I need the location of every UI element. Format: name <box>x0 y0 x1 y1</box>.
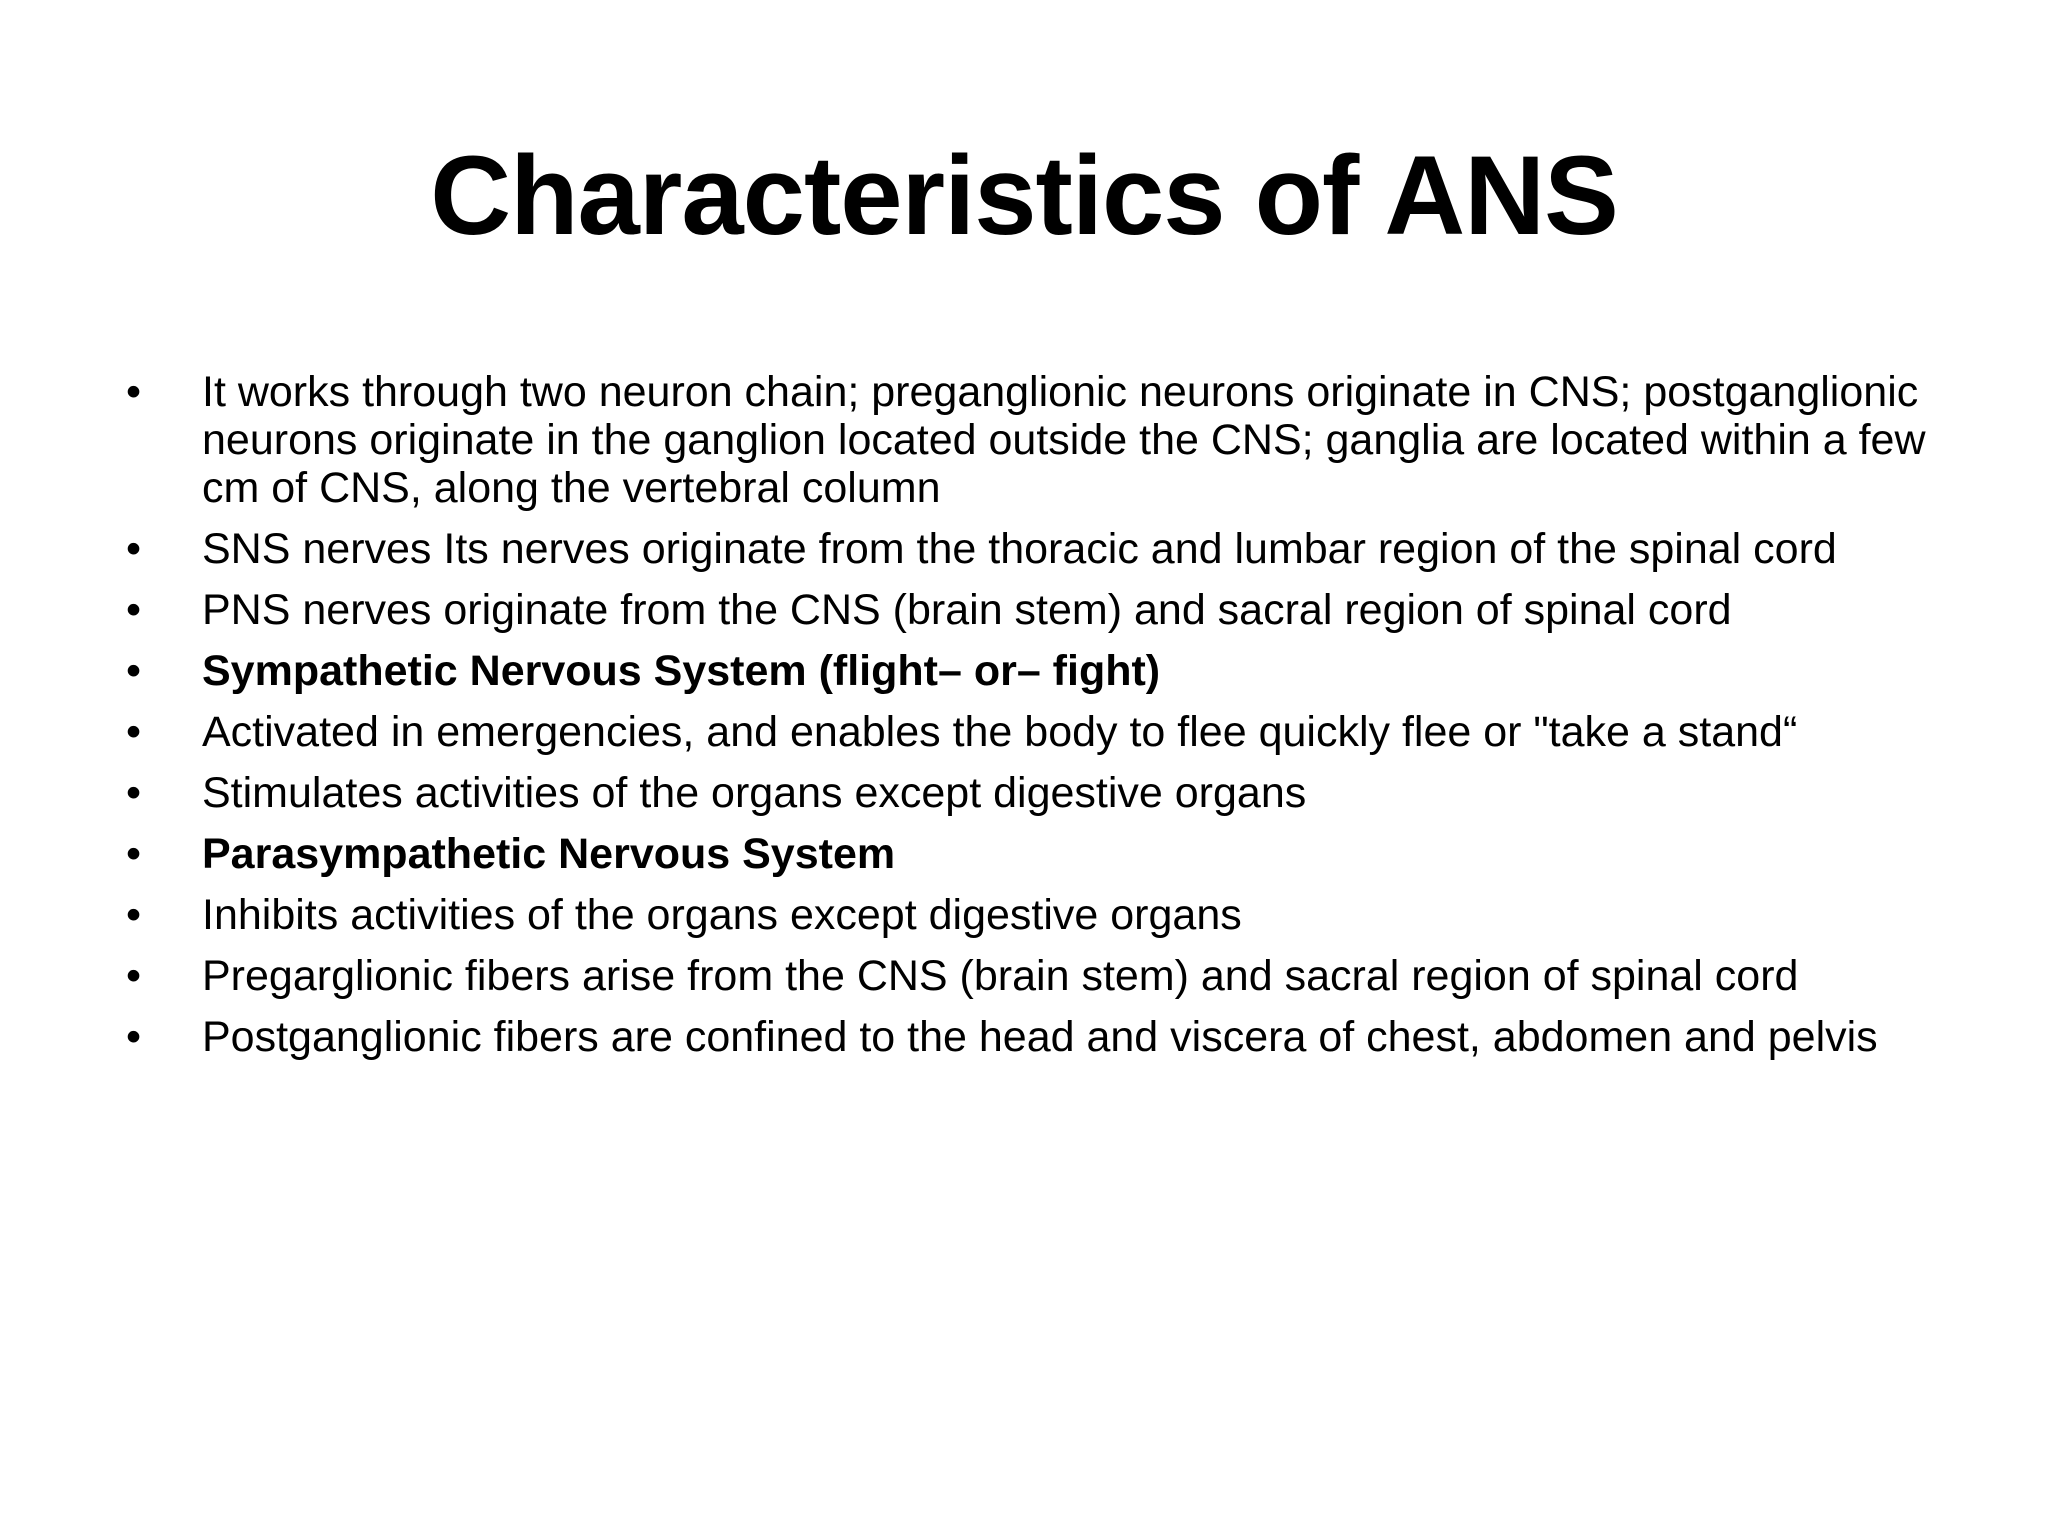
bullet-item <box>120 952 1950 1000</box>
bullet-text: It works through two neuron chain; preganglionic neurons originate in CNS; postganglionic neurons originate in the ganglion located outside the CNS; ganglia are located within a few cm of CNS, along the vertebral column <box>202 368 1926 512</box>
bullet-item <box>120 891 1950 939</box>
bullet-item <box>120 1013 1950 1061</box>
bullet-icon: • <box>126 1013 142 1061</box>
bullet-icon: • <box>126 891 142 939</box>
bullet-text: PNS nerves originate from the CNS (brain stem) and sacral region of spinal cord <box>202 586 1732 634</box>
bullet-text: Pregarglionic fibers arise from the CNS (brain stem) and sacral region of spinal cord <box>202 952 1799 1000</box>
bullet-text: Postganglionic fibers are confined to the head and viscera of chest, abdomen and pelvis <box>202 1013 1878 1061</box>
bullet-icon: • <box>126 368 142 416</box>
bullet-text: Inhibits activities of the organs except digestive organs <box>202 891 1242 939</box>
bullet-icon: • <box>126 586 142 634</box>
bullet-icon: • <box>126 769 142 817</box>
bullet-text: Stimulates activities of the organs except digestive organs <box>202 769 1307 817</box>
bullet-item <box>120 586 1950 634</box>
bullet-text: SNS nerves Its nerves originate from the thoracic and lumbar region of the spinal cord <box>202 525 1837 573</box>
bullet-list <box>120 368 1950 1074</box>
bullet-icon: • <box>126 647 142 695</box>
bullet-item <box>120 368 1950 512</box>
bullet-item <box>120 647 1950 695</box>
slide-title: Characteristics of ANS <box>430 133 1618 258</box>
bullet-icon: • <box>126 525 142 573</box>
bullet-text: Parasympathetic Nervous System <box>202 830 896 878</box>
bullet-item <box>120 830 1950 878</box>
bullet-icon: • <box>126 708 142 756</box>
bullet-icon: • <box>126 952 142 1000</box>
bullet-text: Sympathetic Nervous System (flight– or– fight) <box>202 647 1161 695</box>
bullet-text: Activated in emergencies, and enables the body to flee quickly flee or "take a stand“ <box>202 708 1798 756</box>
bullet-item <box>120 769 1950 817</box>
bullet-icon: • <box>126 830 142 878</box>
bullet-item <box>120 708 1950 756</box>
bullet-item <box>120 525 1950 573</box>
